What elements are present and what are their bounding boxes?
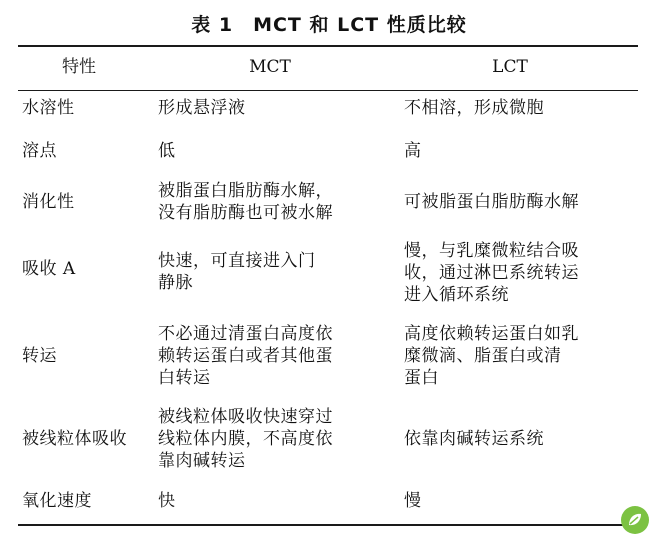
row-mct: 低 xyxy=(158,141,176,161)
row-lct: 依靠肉碱转运系统 xyxy=(404,429,544,449)
leaf-logo-icon xyxy=(621,506,649,534)
header-lct: LCT xyxy=(492,57,528,77)
row-property: 转运 xyxy=(22,346,57,366)
header-property: 特性 xyxy=(62,57,96,77)
header-mct: MCT xyxy=(249,57,291,77)
row-property: 水溶性 xyxy=(22,98,75,118)
row-mct: 被线粒体吸收快速穿过 线粒体内膜，不高度依 靠肉碱转运 xyxy=(158,407,333,471)
row-mct: 快 xyxy=(158,491,176,511)
header-rule xyxy=(18,90,638,91)
row-property: 吸收 A xyxy=(22,259,76,279)
table-title: 表 1 MCT 和 LCT 性质比较 xyxy=(191,14,467,36)
row-lct: 不相溶，形成微胞 xyxy=(404,98,544,118)
top-rule xyxy=(18,45,638,47)
row-property: 消化性 xyxy=(22,192,75,212)
row-property: 溶点 xyxy=(22,141,57,161)
row-lct: 高度依赖转运蛋白如乳 糜微滴、脂蛋白或清 蛋白 xyxy=(404,324,579,388)
row-lct: 慢，与乳糜微粒结合吸 收，通过淋巴系统转运 进入循环系统 xyxy=(404,241,579,305)
row-lct: 可被脂蛋白脂肪酶水解 xyxy=(404,192,579,212)
row-mct: 快速，可直接进入门 静脉 xyxy=(158,251,316,293)
leaf-glyph xyxy=(625,510,645,530)
row-property: 被线粒体吸收 xyxy=(22,429,127,449)
row-mct: 被脂蛋白脂肪酶水解， 没有脂肪酶也可被水解 xyxy=(158,181,333,223)
row-lct: 慢 xyxy=(404,491,422,511)
row-mct: 形成悬浮液 xyxy=(158,98,246,118)
row-mct: 不必通过清蛋白高度依 赖转运蛋白或者其他蛋 白转运 xyxy=(158,324,333,388)
bottom-rule xyxy=(18,524,638,526)
row-property: 氧化速度 xyxy=(22,491,92,511)
row-lct: 高 xyxy=(404,141,422,161)
